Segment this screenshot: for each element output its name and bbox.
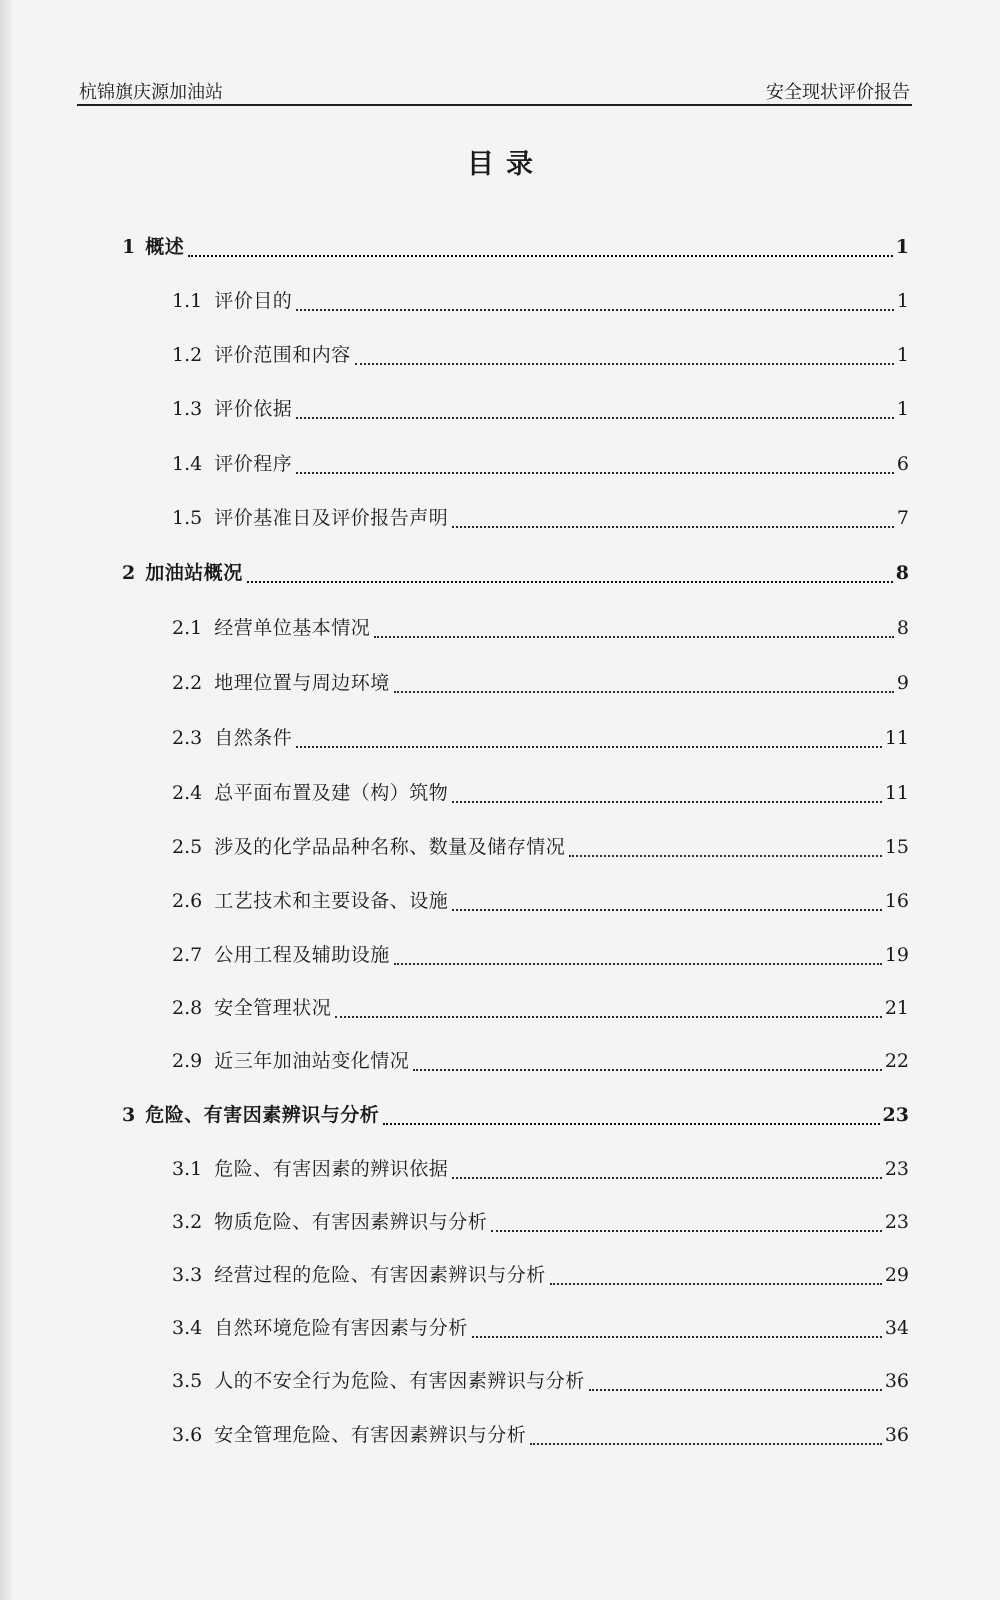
toc-entry-number: 1 bbox=[122, 236, 136, 258]
toc-entry bbox=[172, 449, 909, 479]
toc-entry-number: 2 bbox=[122, 562, 136, 584]
toc-entry-number: 2.5 bbox=[172, 836, 203, 858]
toc-entry-number: 2.1 bbox=[172, 617, 203, 639]
toc-entry-number: 2.4 bbox=[172, 782, 203, 804]
toc-entry-page-number: 6 bbox=[896, 453, 909, 475]
toc-dot-leader bbox=[589, 1389, 882, 1391]
toc-entry-title: 地理位置与周边环境 bbox=[214, 672, 390, 694]
toc-dot-leader bbox=[472, 1336, 882, 1338]
toc-entry-number: 1.3 bbox=[172, 398, 203, 420]
toc-entry bbox=[172, 778, 909, 808]
toc-entry bbox=[172, 723, 909, 753]
toc-entry-title: 公用工程及辅助设施 bbox=[214, 944, 390, 966]
toc-entry-number: 1.2 bbox=[172, 344, 203, 366]
toc-entry-number: 2.3 bbox=[172, 727, 203, 749]
toc-entry-number: 3.6 bbox=[172, 1424, 203, 1446]
toc-entry bbox=[172, 394, 909, 424]
toc-entry-page-number: 16 bbox=[884, 890, 909, 912]
toc-entry bbox=[122, 1100, 909, 1130]
header-company-name: 杭锦旗庆源加油站 bbox=[79, 82, 223, 103]
toc-dot-leader bbox=[569, 855, 882, 857]
toc-entry-title: 评价基准日及评价报告声明 bbox=[214, 507, 449, 529]
toc-dot-leader bbox=[452, 801, 882, 803]
toc-entry bbox=[172, 1366, 909, 1396]
toc-entry-title: 安全管理危险、有害因素辨识与分析 bbox=[214, 1424, 527, 1446]
toc-entry-number: 2.2 bbox=[172, 672, 203, 694]
toc-entry-page-number: 19 bbox=[884, 944, 909, 966]
toc-entry-number: 3 bbox=[122, 1104, 136, 1126]
toc-entry-page-number: 21 bbox=[884, 997, 909, 1019]
toc-entry-page-number: 23 bbox=[882, 1104, 909, 1126]
toc-entry-page-number: 15 bbox=[884, 836, 909, 858]
toc-entry-title: 人的不安全行为危险、有害因素辨识与分析 bbox=[214, 1370, 585, 1392]
toc-entry-title: 评价程序 bbox=[214, 453, 293, 475]
toc-entry-page-number: 9 bbox=[896, 672, 909, 694]
toc-entry-page-number: 22 bbox=[884, 1050, 909, 1072]
toc-entry-page-number: 29 bbox=[884, 1264, 909, 1286]
toc-entry-number: 2.6 bbox=[172, 890, 203, 912]
toc-entry-number: 1.1 bbox=[172, 290, 203, 312]
toc-entry-title: 近三年加油站变化情况 bbox=[214, 1050, 410, 1072]
toc-entry-number: 3.3 bbox=[172, 1264, 203, 1286]
toc-entry bbox=[172, 286, 909, 316]
toc-entry bbox=[172, 503, 909, 533]
toc-entry-title: 涉及的化学品品种名称、数量及储存情况 bbox=[214, 836, 566, 858]
toc-dot-leader bbox=[491, 1230, 882, 1232]
toc-entry bbox=[172, 340, 909, 370]
toc-entry bbox=[122, 558, 909, 588]
toc-dot-leader bbox=[296, 417, 894, 419]
toc-entry-page-number: 23 bbox=[884, 1211, 909, 1233]
toc-entry-number: 3.4 bbox=[172, 1317, 203, 1339]
toc-entry-page-number: 1 bbox=[896, 398, 909, 420]
toc-entry-title: 加油站概况 bbox=[145, 562, 243, 584]
toc-dot-leader bbox=[296, 309, 894, 311]
toc-entry-number: 3.5 bbox=[172, 1370, 203, 1392]
toc-dot-leader bbox=[383, 1123, 879, 1125]
toc-entry-title: 危险、有害因素辨识与分析 bbox=[145, 1104, 380, 1126]
toc-dot-leader bbox=[247, 581, 893, 583]
toc-entry-page-number: 7 bbox=[896, 507, 909, 529]
toc-entry bbox=[172, 1046, 909, 1076]
toc-entry-page-number: 1 bbox=[895, 236, 909, 258]
toc-entry-page-number: 8 bbox=[896, 617, 909, 639]
toc-entry-title: 工艺技术和主要设备、设施 bbox=[214, 890, 449, 912]
toc-entry-number: 2.8 bbox=[172, 997, 203, 1019]
toc-entry bbox=[172, 613, 909, 643]
toc-entry bbox=[172, 886, 909, 916]
toc-entry-number: 3.1 bbox=[172, 1158, 203, 1180]
toc-entry-title: 评价依据 bbox=[214, 398, 293, 420]
toc-dot-leader bbox=[188, 255, 893, 257]
toc-dot-leader bbox=[452, 526, 894, 528]
toc-entry-number: 1.5 bbox=[172, 507, 203, 529]
toc-dot-leader bbox=[550, 1283, 882, 1285]
toc-entry-title: 自然环境危险有害因素与分析 bbox=[214, 1317, 468, 1339]
toc-entry-title: 经营过程的危险、有害因素辨识与分析 bbox=[214, 1264, 546, 1286]
toc-entry-title: 总平面布置及建（构）筑物 bbox=[214, 782, 449, 804]
toc-entry-title: 危险、有害因素的辨识依据 bbox=[214, 1158, 449, 1180]
toc-entry bbox=[172, 1260, 909, 1290]
toc-entry bbox=[172, 1207, 909, 1237]
toc-dot-leader bbox=[413, 1069, 882, 1071]
toc-entry-page-number: 11 bbox=[884, 782, 909, 804]
toc-dot-leader bbox=[374, 636, 894, 638]
toc-entry-title: 评价范围和内容 bbox=[214, 344, 351, 366]
toc-entry bbox=[172, 1154, 909, 1184]
toc-dot-leader bbox=[394, 691, 894, 693]
toc-dot-leader bbox=[452, 1177, 882, 1179]
toc-entry bbox=[172, 940, 909, 970]
toc-dot-leader bbox=[335, 1016, 882, 1018]
toc-dot-leader bbox=[394, 963, 882, 965]
toc-entry bbox=[172, 993, 909, 1023]
toc-entry-title: 物质危险、有害因素辨识与分析 bbox=[214, 1211, 488, 1233]
toc-entry-page-number: 34 bbox=[884, 1317, 909, 1339]
toc-entry-page-number: 23 bbox=[884, 1158, 909, 1180]
toc-dot-leader bbox=[452, 909, 882, 911]
toc-entry-number: 2.7 bbox=[172, 944, 203, 966]
toc-entry-page-number: 11 bbox=[884, 727, 909, 749]
toc-title: 目录 bbox=[467, 149, 545, 180]
toc-dot-leader bbox=[530, 1443, 882, 1445]
toc-dot-leader bbox=[296, 472, 894, 474]
toc-entry-page-number: 36 bbox=[884, 1370, 909, 1392]
toc-entry-number: 1.4 bbox=[172, 453, 203, 475]
toc-entry-page-number: 8 bbox=[895, 562, 909, 584]
toc-entry bbox=[172, 1313, 909, 1343]
toc-dot-leader bbox=[296, 746, 882, 748]
toc-entry-page-number: 1 bbox=[896, 290, 909, 312]
toc-entry-title: 安全管理状况 bbox=[214, 997, 332, 1019]
toc-entry-number: 2.9 bbox=[172, 1050, 203, 1072]
toc-entry-title: 概述 bbox=[145, 236, 185, 258]
toc-entry-title: 自然条件 bbox=[214, 727, 293, 749]
toc-entry-title: 评价目的 bbox=[214, 290, 293, 312]
toc-entry-page-number: 1 bbox=[896, 344, 909, 366]
toc-entry-page-number: 36 bbox=[884, 1424, 909, 1446]
toc-entry-number: 3.2 bbox=[172, 1211, 203, 1233]
toc-entry bbox=[122, 232, 909, 262]
header-report-title: 安全现状评价报告 bbox=[766, 82, 910, 103]
toc-entry-title: 经营单位基本情况 bbox=[214, 617, 371, 639]
toc-dot-leader bbox=[355, 363, 894, 365]
toc-entry bbox=[172, 1420, 909, 1450]
toc-entry bbox=[172, 668, 909, 698]
toc-entry bbox=[172, 832, 909, 862]
